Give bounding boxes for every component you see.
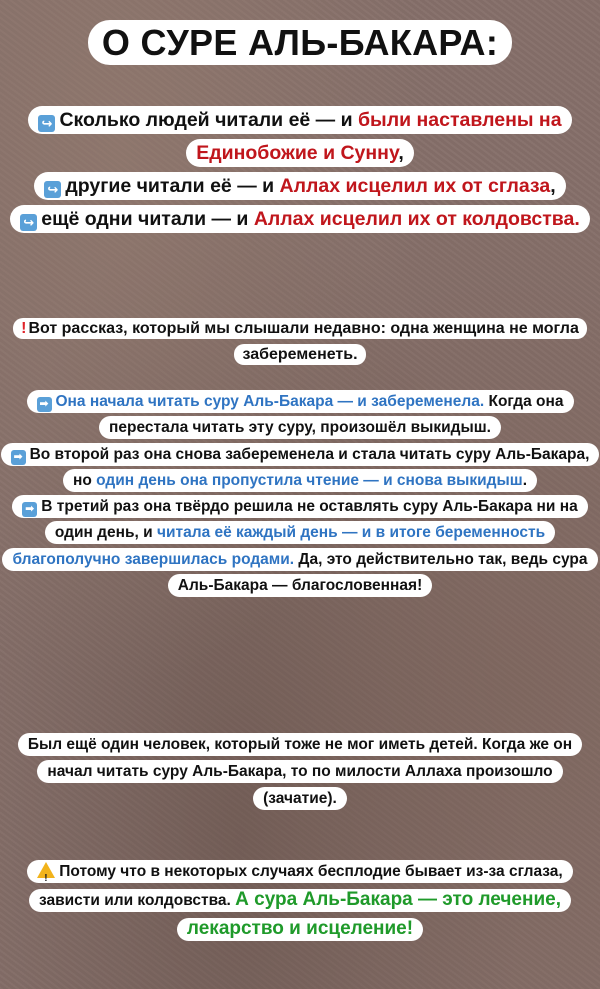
title-block [0,14,600,72]
benefit-1-text: Сколько людей читали её — и [59,109,359,131]
story-intro-block [0,316,600,368]
conclusion-highlight: А сура Аль-Бакара — это лечение, лекарство и исцеление! [186,889,561,939]
page-title: О СУРЕ АЛЬ-БАКАРА: [88,20,512,65]
benefit-3-text: ещё одни читали — и [41,208,254,230]
benefit-2-text: другие читали её — и [65,175,280,197]
conclusion-block [0,858,600,944]
story-3-ending: Да, это действительно так, ведь сура Аль-Бакара — благословенная! [177,550,588,595]
story-2-period: . [522,471,527,489]
story-intro-text: Вот рассказ, который мы слышали недавно: одна женщина не могла забеременеть. [28,320,579,363]
exclamation-icon: ! [21,320,27,337]
story-2-highlight: один день она пропустила чтение — и снова выкидыш [96,471,523,489]
benefit-2-comma: , [550,175,556,197]
story-1-highlight: Она начала читать суру Аль-Бакара — и забеременела. [55,393,485,410]
right-arrow-icon: ➡ [37,397,52,412]
story-block [0,389,600,599]
benefits-block [0,104,600,236]
benefit-1-comma: , [398,142,404,164]
warning-icon [37,862,55,878]
story-3-text: В третий раз она твёрдо решила не оставлять суру Аль-Бакара ни на один день, и [41,498,578,542]
second-story-block [0,731,600,812]
right-arrow-icon: ➡ [11,450,26,465]
story-1-text: Когда она перестала читать эту суру, произошёл выкидыш. [109,393,564,437]
story-3-highlight: читала её каждый день — и в итоге беременность благополучно завершилась родами. [12,524,546,568]
curved-arrow-icon: ↪ [38,115,55,132]
story-2-text: Во второй раз она снова забеременела и стала читать суру Аль-Бакара, но [29,445,590,489]
curved-arrow-icon: ↪ [44,181,61,198]
benefit-2-highlight: Аллах исцелил их от сглаза [279,175,551,197]
second-story-text: Был ещё один человек, который тоже не мог иметь детей. Когда же он начал читать суру Аль-Бакара, то по милости Аллаха произошло (зачатие). [18,733,582,810]
benefit-3-highlight: Аллах исцелил их от колдовства. [253,208,580,230]
curved-arrow-icon: ↪ [20,214,37,231]
right-arrow-icon: ➡ [22,502,37,517]
benefit-1-highlight: были наставлены на Единобожие и Сунну [196,109,562,164]
conclusion-text: Потому что в некоторых случаях бесплодие бывает из-за сглаза, зависти или колдовства. [39,863,563,909]
